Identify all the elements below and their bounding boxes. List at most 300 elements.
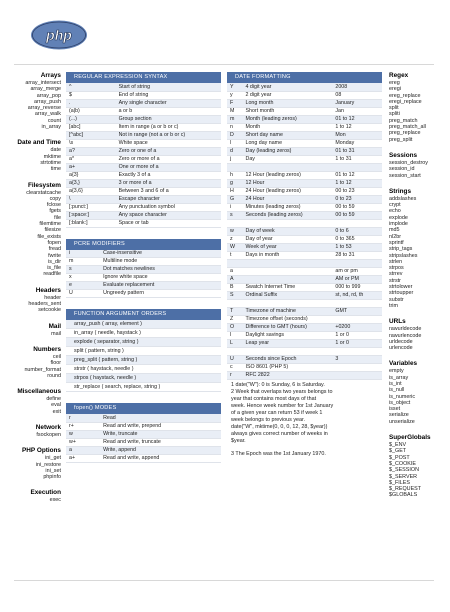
table-row xyxy=(66,219,221,227)
date-formatting-title: DATE FORMATTING xyxy=(227,72,382,83)
function-name: strstr xyxy=(389,277,401,284)
function-name: $_SESSION xyxy=(389,467,419,474)
table-cell: ISO 8601 (PHP 5) xyxy=(243,363,333,371)
function-name: implode xyxy=(389,221,408,228)
table-cell: 01 to 12 xyxy=(332,171,382,179)
table-cell: 4 digit year xyxy=(243,83,333,91)
table-cell: U xyxy=(227,355,243,363)
table-cell: a or b xyxy=(116,107,221,115)
function-name: substr xyxy=(389,296,404,303)
function-group xyxy=(0,424,61,438)
function-name: strtotime xyxy=(40,159,61,166)
fopen-modes-table xyxy=(66,414,221,463)
table-cell xyxy=(332,299,382,307)
function-name: is_object xyxy=(389,399,411,406)
date-formatting-table xyxy=(227,83,382,380)
table-cell: n xyxy=(227,123,243,131)
note-line: always gives correct number of weeks in xyxy=(231,431,328,438)
function-argument-order: explode ( separator, string ) xyxy=(66,338,221,347)
function-name: echo xyxy=(389,208,401,215)
table-cell: Escape character xyxy=(116,195,221,203)
table-cell: Evaluate replacement xyxy=(100,282,221,290)
function-name: ceil xyxy=(52,353,61,360)
table-cell: Z xyxy=(227,315,243,323)
function-name: serialize xyxy=(389,412,409,419)
function-name: eregi xyxy=(389,86,401,93)
table-cell: s xyxy=(66,266,100,274)
table-row xyxy=(66,107,221,115)
function-name: ereg_replace xyxy=(389,92,421,99)
function-name: ini_set xyxy=(45,467,61,474)
table-cell: Read and write, truncate xyxy=(100,438,221,446)
function-group-title: Execution xyxy=(30,489,61,497)
fopen-modes-title: fopen() MODES xyxy=(66,403,221,414)
function-name: strlen xyxy=(389,258,403,265)
table-cell: Month (leading zeros) xyxy=(243,115,333,123)
function-name: strtoupper xyxy=(389,290,414,297)
table-cell: 2008 xyxy=(332,83,382,91)
function-name: strtolower xyxy=(389,284,413,291)
table-cell: 00 to 59 xyxy=(332,203,382,211)
function-group-title: PHP Options xyxy=(22,447,61,455)
function-group xyxy=(389,188,450,309)
function-name: copy xyxy=(49,195,61,202)
table-cell: 1 to 12 xyxy=(332,123,382,131)
function-name: count xyxy=(47,117,61,124)
table-row xyxy=(66,274,221,282)
note-line: week belongs to previous year. xyxy=(231,416,306,423)
function-group xyxy=(0,182,61,278)
function-name: header xyxy=(44,294,61,301)
function-name: rawurldecode xyxy=(389,326,422,333)
table-row xyxy=(66,282,221,290)
regex-syntax-title: REGULAR EXPRESSION SYNTAX xyxy=(66,72,221,83)
table-row xyxy=(227,99,382,107)
function-name: fclose xyxy=(46,202,61,209)
table-row xyxy=(227,171,382,179)
table-cell: t xyxy=(227,251,243,259)
table-cell: Difference to GMT (hours) xyxy=(243,323,333,331)
table-row xyxy=(66,123,221,131)
table-cell: Days in month xyxy=(243,251,333,259)
table-cell: Ordinal Suffix xyxy=(243,291,333,299)
function-argument-order: split ( pattern, string ) xyxy=(66,347,221,356)
table-cell: I xyxy=(227,331,243,339)
function-group-title: Mail xyxy=(48,322,61,330)
table-cell: B xyxy=(227,283,243,291)
php-logo xyxy=(30,20,88,50)
function-argument-order: preg_split ( pattern, string ) xyxy=(66,356,221,365)
table-row xyxy=(227,235,382,243)
table-cell: 1 to 31 xyxy=(332,155,382,163)
table-cell: (...) xyxy=(66,115,116,123)
function-name: readfile xyxy=(43,271,61,278)
table-cell: W xyxy=(227,243,243,251)
function-name: mktime xyxy=(43,153,61,160)
table-cell: Daylight savings xyxy=(243,331,333,339)
table-cell: Jan xyxy=(332,107,382,115)
table-row xyxy=(66,266,221,274)
regex-syntax-table xyxy=(66,83,221,228)
table-cell: G xyxy=(227,195,243,203)
table-cell: g xyxy=(227,179,243,187)
function-name: preg_match xyxy=(389,117,418,124)
function-group xyxy=(389,152,450,179)
table-cell: h xyxy=(227,171,243,179)
regex-syntax-box xyxy=(66,72,221,228)
table-row xyxy=(66,203,221,211)
table-row xyxy=(227,147,382,155)
table-cell: Minutes (leading zeros) xyxy=(243,203,333,211)
function-name: strrev xyxy=(389,271,403,278)
function-name: preg_replace xyxy=(389,130,421,137)
table-cell: AM or PM xyxy=(332,275,382,283)
table-cell: Dot matches newlines xyxy=(100,266,221,274)
table-cell: Ignore white space xyxy=(100,274,221,282)
function-name: nl2br xyxy=(389,233,401,240)
function-name: preg_split xyxy=(389,136,413,143)
table-cell: Read and write, append xyxy=(100,454,221,462)
table-cell xyxy=(332,219,382,227)
function-name: is_file xyxy=(47,265,61,272)
table-cell: z xyxy=(227,235,243,243)
table-row xyxy=(66,195,221,203)
table-row xyxy=(66,99,221,107)
note-line: date("W", mktime(0, 0, 0, 12, 28, $year)) xyxy=(231,424,328,431)
table-cell: Read and write, prepend xyxy=(100,422,221,430)
table-row xyxy=(227,251,382,259)
table-cell: $ xyxy=(66,91,116,99)
bottom-divider xyxy=(14,580,434,581)
table-row xyxy=(227,299,382,307)
table-cell xyxy=(243,219,333,227)
function-argument-order: strstr ( haystack, needle ) xyxy=(66,365,221,374)
table-cell: White space xyxy=(116,139,221,147)
note-line: of a given year can return 53 if week 1 xyxy=(231,409,323,416)
table-cell: c xyxy=(227,363,243,371)
table-cell: Day of week xyxy=(243,227,333,235)
table-cell: Y xyxy=(227,83,243,91)
function-name: filemtime xyxy=(39,221,61,228)
function-name: spliti xyxy=(389,111,400,118)
table-cell: ^ xyxy=(66,83,116,91)
table-cell xyxy=(332,347,382,355)
table-cell: i xyxy=(227,203,243,211)
function-group-title: Strings xyxy=(389,187,412,195)
table-cell: One or more of a xyxy=(116,163,221,171)
function-name: fgets xyxy=(49,208,61,215)
table-row xyxy=(66,290,221,298)
table-row xyxy=(227,315,382,323)
table-cell: [:space:] xyxy=(66,211,116,219)
table-cell: Zero or more of a xyxy=(116,155,221,163)
function-name: urldecode xyxy=(389,338,413,345)
table-row xyxy=(227,211,382,219)
table-cell: Leap year xyxy=(243,339,333,347)
function-name: explode xyxy=(389,214,408,221)
function-name: is_array xyxy=(389,374,409,381)
table-cell: 0 to 23 xyxy=(332,195,382,203)
function-group-title: Variables xyxy=(389,360,418,368)
table-row xyxy=(227,371,382,379)
function-argument-orders-list xyxy=(66,320,221,392)
function-name: md5 xyxy=(389,227,400,234)
table-cell: 1 or 0 xyxy=(332,339,382,347)
table-cell: [abc] xyxy=(66,123,116,131)
table-cell: Read xyxy=(100,414,221,422)
table-row xyxy=(227,123,382,131)
table-cell: 01 to 12 xyxy=(332,115,382,123)
table-cell: m xyxy=(66,258,100,266)
function-name: array_intersect xyxy=(25,80,61,86)
table-cell: Seconds since Epoch xyxy=(243,355,333,363)
function-name: filesize xyxy=(44,227,61,234)
table-row xyxy=(66,179,221,187)
function-name: preg_match_all xyxy=(389,124,426,131)
function-group xyxy=(0,447,61,480)
table-cell: January xyxy=(332,99,382,107)
function-name: $_REQUEST xyxy=(389,486,422,493)
table-cell: 00 to 59 xyxy=(332,211,382,219)
table-row xyxy=(66,258,221,266)
table-row xyxy=(227,323,382,331)
table-cell: r xyxy=(66,414,100,422)
function-name: time xyxy=(50,166,61,173)
table-row xyxy=(227,275,382,283)
date-formatting-notes xyxy=(227,382,382,459)
table-cell: w+ xyxy=(66,438,100,446)
table-cell: Monday xyxy=(332,139,382,147)
function-name: round xyxy=(47,372,61,379)
function-name: is_dir xyxy=(48,258,61,265)
table-cell: Item in range (a or b or c) xyxy=(116,123,221,131)
table-cell: 2 digit year xyxy=(243,91,333,99)
table-cell: w xyxy=(227,227,243,235)
function-argument-order: strpos ( haystack, needle ) xyxy=(66,374,221,383)
function-name: addslashes xyxy=(389,195,417,202)
function-name: split xyxy=(389,105,399,112)
table-row xyxy=(66,414,221,422)
table-cell xyxy=(243,275,333,283)
table-cell: 0 to 6 xyxy=(332,227,382,235)
function-name: empty xyxy=(389,368,404,375)
table-cell: r xyxy=(227,371,243,379)
table-cell: Short month xyxy=(243,107,333,115)
table-cell: a{3,6} xyxy=(66,187,116,195)
table-cell: 3 xyxy=(332,355,382,363)
table-cell: 1 to 12 xyxy=(332,179,382,187)
function-group-title: Network xyxy=(35,423,61,431)
function-argument-orders-box xyxy=(66,309,221,392)
table-cell: j xyxy=(227,155,243,163)
function-argument-order: array_push ( array, element ) xyxy=(66,320,221,329)
table-cell: a+ xyxy=(66,163,116,171)
function-name: is_numeric xyxy=(389,393,416,400)
table-row xyxy=(66,454,221,462)
table-cell: L xyxy=(227,339,243,347)
function-name: $_POST xyxy=(389,454,410,461)
function-name: exit xyxy=(52,408,61,415)
function-group xyxy=(389,434,450,499)
table-cell: +0200 xyxy=(332,323,382,331)
table-cell xyxy=(332,163,382,171)
table-row xyxy=(227,163,382,171)
table-cell xyxy=(227,347,243,355)
table-row xyxy=(66,163,221,171)
table-row xyxy=(66,171,221,179)
table-cell xyxy=(332,315,382,323)
table-row xyxy=(66,115,221,123)
function-name: ereg xyxy=(389,80,400,86)
table-cell: 24 Hour (leading zeros) xyxy=(243,187,333,195)
table-row xyxy=(227,203,382,211)
table-row xyxy=(66,446,221,454)
table-row xyxy=(66,155,221,163)
function-name: file xyxy=(54,214,61,221)
table-cell: a? xyxy=(66,147,116,155)
table-cell: r+ xyxy=(66,422,100,430)
table-cell: M xyxy=(227,107,243,115)
function-name: fread xyxy=(48,246,61,253)
table-cell: Week of year xyxy=(243,243,333,251)
table-cell: . xyxy=(66,99,116,107)
function-name: ini_restore xyxy=(35,461,61,468)
table-cell: a{3,} xyxy=(66,179,116,187)
function-name: isset xyxy=(389,406,401,413)
table-cell: Day xyxy=(243,155,333,163)
date-formatting-box xyxy=(227,72,382,458)
function-group-title: Miscellaneous xyxy=(17,388,61,396)
function-name: exec xyxy=(49,497,61,504)
table-cell: Zero or one of a xyxy=(116,147,221,155)
function-name: session_id xyxy=(389,166,415,173)
table-cell: Write, append xyxy=(100,446,221,454)
table-cell: Day of year xyxy=(243,235,333,243)
function-name: eval xyxy=(51,402,61,409)
table-cell: 3 or more of a xyxy=(116,179,221,187)
table-cell: Between 3 and 6 of a xyxy=(116,187,221,195)
table-cell xyxy=(243,347,333,355)
function-name: ini_get xyxy=(45,455,61,462)
function-argument-order: in_array ( needle, haystack ) xyxy=(66,329,221,338)
function-name: crypt xyxy=(389,202,401,209)
function-name: $GLOBALS xyxy=(389,492,418,499)
table-cell: Ungreedy pattern xyxy=(100,290,221,298)
table-cell xyxy=(332,259,382,267)
function-name: file_exists xyxy=(37,233,61,240)
table-cell: Timezone of machine xyxy=(243,307,333,315)
table-row xyxy=(227,115,382,123)
note-line: week. Hence week number for 1st January xyxy=(231,402,334,409)
table-cell: Write, truncate xyxy=(100,430,221,438)
function-group xyxy=(0,139,61,172)
function-group-title: SuperGlobals xyxy=(389,434,431,442)
function-name: array_walk xyxy=(34,111,61,118)
table-row xyxy=(227,107,382,115)
function-group xyxy=(389,360,450,425)
table-cell: Month xyxy=(243,123,333,131)
note-line: $year. xyxy=(231,438,246,445)
table-cell: A xyxy=(227,275,243,283)
function-name: define xyxy=(46,396,61,403)
table-cell: \ xyxy=(66,195,116,203)
function-name: array_push xyxy=(34,98,61,105)
function-name: $_ENV xyxy=(389,442,407,449)
function-group xyxy=(0,287,61,314)
table-cell: a xyxy=(66,446,100,454)
function-name: array_pop xyxy=(36,92,61,99)
table-cell xyxy=(243,163,333,171)
table-cell xyxy=(227,163,243,171)
function-group-title: Arrays xyxy=(40,72,61,79)
function-name: $_GET xyxy=(389,448,407,455)
table-cell: 00 to 23 xyxy=(332,187,382,195)
table-row xyxy=(227,131,382,139)
function-name: stripslashes xyxy=(389,252,418,259)
function-group-title: Sessions xyxy=(389,151,418,159)
function-name: headers_sent xyxy=(28,301,61,308)
table-cell: d xyxy=(227,147,243,155)
table-cell: Short day name xyxy=(243,131,333,139)
pcre-modifiers-table xyxy=(66,250,221,299)
table-cell: 12 Hour (leading zeros) xyxy=(243,171,333,179)
table-row xyxy=(227,139,382,147)
table-row xyxy=(227,187,382,195)
table-cell: a{3} xyxy=(66,171,116,179)
function-name: $_FILES xyxy=(389,479,410,486)
table-cell: 28 to 31 xyxy=(332,251,382,259)
table-row xyxy=(227,347,382,355)
table-cell: 1 to 53 xyxy=(332,243,382,251)
table-cell: w xyxy=(66,430,100,438)
table-row xyxy=(227,355,382,363)
table-row xyxy=(66,438,221,446)
table-cell: (a|b) xyxy=(66,107,116,115)
table-cell: i xyxy=(66,250,100,258)
table-row xyxy=(227,267,382,275)
function-name: floor xyxy=(50,360,61,367)
table-cell: S xyxy=(227,291,243,299)
function-name: session_start xyxy=(389,172,421,179)
table-cell xyxy=(227,219,243,227)
function-group-title: Date and Time xyxy=(17,139,61,147)
table-cell: Start of string xyxy=(116,83,221,91)
table-row xyxy=(227,195,382,203)
note-line: 3 The Epoch was the 1st January 1970. xyxy=(231,451,326,458)
table-cell: Case-insensitive xyxy=(100,250,221,258)
table-cell: 000 to 999 xyxy=(332,283,382,291)
function-name: number_format xyxy=(24,366,61,373)
table-row xyxy=(66,139,221,147)
table-row xyxy=(66,91,221,99)
top-divider xyxy=(14,64,434,65)
function-name: urlencode xyxy=(389,345,413,352)
table-cell: Swatch Internet Time xyxy=(243,283,333,291)
function-group xyxy=(389,318,450,351)
table-cell: Timezone offset (seconds) xyxy=(243,315,333,323)
table-cell: am or pm xyxy=(332,267,382,275)
table-cell: O xyxy=(227,323,243,331)
table-cell: Seconds (leading zeros) xyxy=(243,211,333,219)
table-cell: [:blank:] xyxy=(66,219,116,227)
function-name: session_destroy xyxy=(389,159,428,166)
right-content-column xyxy=(227,72,382,469)
table-cell: 12 Hour xyxy=(243,179,333,187)
function-group xyxy=(389,72,450,143)
table-cell: e xyxy=(66,282,100,290)
table-cell: Exactly 3 of a xyxy=(116,171,221,179)
table-cell: a* xyxy=(66,155,116,163)
